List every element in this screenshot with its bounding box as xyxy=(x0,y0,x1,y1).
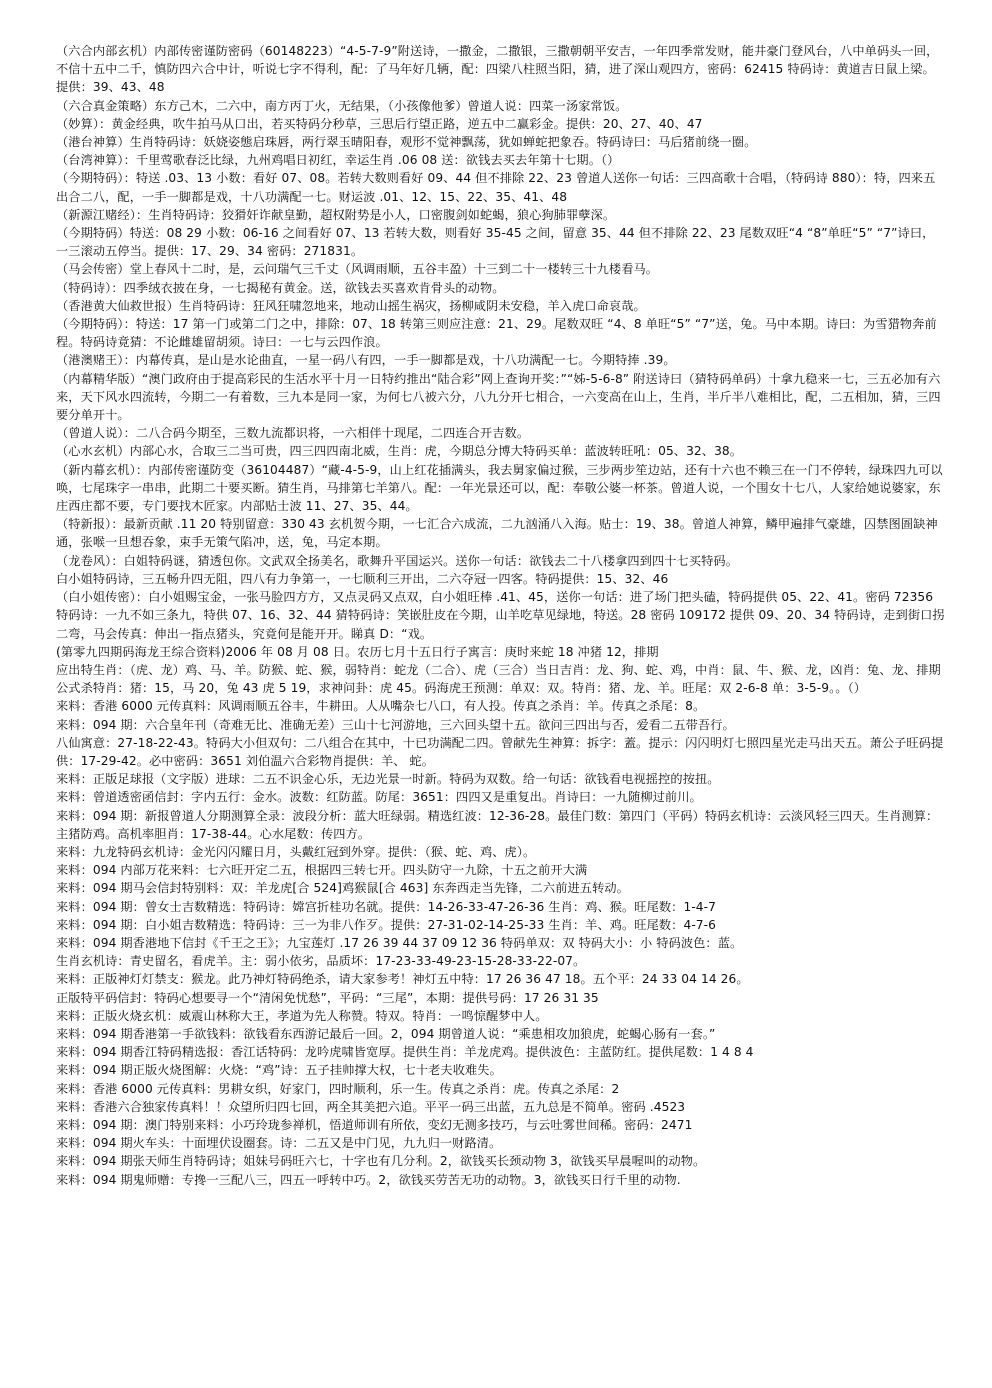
text-line: 来料：094 期：曾女士吉数精选：特码诗：嫦宫折桂功名就。提供：14-26-33-47-26-36 生肖：鸡、猴。旺尾数：1-4-7 xyxy=(56,899,717,914)
text-line: 来料：094 期：新报曾道人分期测算全录：波段分析：蓝大旺绿弱。精选红波：12-36-28。最佳门数：第四门（平码）特码玄机诗：云淡风轻三四天。生肖测算：主猪防鸡。高机率胆肖：17-38-44。心水尾数：传四方。 xyxy=(56,808,939,841)
text-line: （今期特码）特送：08 29 小数：06-16 之间看好 07、13 若转大数，则看好 35-45 之间，留意 35、44 但不排除 22、23 尾数双旺“4 “8”单旺“5” “7”诗曰，一三滚动五停当。提供：17、29、34 密码：271831。 xyxy=(56,226,935,259)
text-line: 来料：094 内部万花来料：七六旺开定二五，根据四三转七开。四头防守一九除，十五之前开大满 xyxy=(56,863,588,878)
text-line: （心水玄机）内部心水，合取三二当可贵，四三四四南北威，生肖：虎，今期总分博大特码买单：蓝波转旺吼：05、32、38。 xyxy=(56,444,743,459)
text-line: 来料：香港六合独家传真料！！众望所归四七回，两全其美把六追。平平一码三出蓝，五九总是不简单。密码 .4523 xyxy=(56,1099,686,1114)
text-line: 来料：香港 6000 元传真料：风调雨顺五谷丰，牛耕田。人从嘴杂七八口，有人投。传真之杀肖：羊。传真之杀尾：8。 xyxy=(56,699,706,714)
text-line: （今期特码）：特送：17 第一门或第二门之中，排除：07、18 转第三则应注意：21、29。尾数双旺 “4、8 单旺“5” “7”送，兔。马中本期。诗曰：为雪猎物奔前程。特码诗竟猜：不论雌雄留胡须。诗曰：一七与云四作浪。 xyxy=(56,317,937,350)
text-line: 来料：094 期：澳门特别来料：小巧玲珑参禅机，悟道师训有所依，变幻无测多技巧，与云吐雾世间稀。密码：2471 xyxy=(56,1117,693,1132)
text-line: （新源江赌经）：生肖特码诗：狡猾奸诈献皇勤，超权附势是小人，口密腹剑如蛇蝎，狼心狗肺罪孽深。 xyxy=(56,207,616,222)
text-line: （港澳赌王）：内幕传真，是山是水论曲直，一星一码八有四，一手一脚都是戏，十八功满配一七。今期特捧 .39。 xyxy=(56,353,676,368)
text-line: 来料：094 期正版火烧图解：火烧：“鸡”诗：五子挂帅撑大权，七十老夫收难失。 xyxy=(56,1063,502,1078)
text-line: 来料：曾道透密函信封：字内五行：金水。波数：红防蓝。防尾：3651：四四又是重复出。肖诗曰：一九随柳过前川。 xyxy=(56,790,702,805)
text-line: 来料：正版足球报（文字版）进球：二五不识金心乐，无边光景一时新。特码为双数。给一句话：欲钱看电视摇控的按扭。 xyxy=(56,772,720,787)
text-line: (第零九四期码海龙王综合资料)2006 年 08 月 08 日。农历七月十五日行子寓言：庚时来蛇 18 冲猪 12，排期 xyxy=(56,644,659,659)
text-line: （龙卷风）：白姐特码谜，猜透包你。文武双全扬美名，歌舞升平国运兴。送你一句话：欲钱去二十八楼拿四到四十七买特码。 xyxy=(56,553,738,568)
text-line: （香港黄大仙救世报）生肖特码诗：狂风狂啸忽地来，地动山摇生祸灾，扬柳咸阴未安稳，羊入虎口命哀哉。 xyxy=(56,298,646,313)
text-line: 八仙寓意：27-18-22-43。特码大小但双句：二八组合在其中，十已功满配二四。曾献先生神算：拆字：蓋。提示：闪闪明灯七照四星光走马出天五。萧公子旺码提供：17-29-42。必中密码：3651 刘伯温六合彩物肖提供：羊、 蛇。 xyxy=(56,735,944,768)
text-line: （新内幕玄机）：内部传密谨防变（36104487）“藏-4-5-9，山上红花插满头，我去舅家偏过猴，三步两步笙边站，还有十六也不赖三在一门不停转，绿珠四九可以唤，七尾珠字一串串，此期二十要买断。猜生肖，马排第七羊第八。配：一年光景还可以，配：奉敬公婆一杯茶。曾道人说，一个围女十七八，人家给她说婆家，东庄西庄都不要，专门要找木匠家。内部贴士波 11、27、35、44。 xyxy=(56,462,943,514)
text-line: 来料：正版火烧玄机：威震山林称大王，孝道为先人称赞。特双。特肖：一鸣惊醒梦中人。 xyxy=(56,1008,548,1023)
text-line: 来料：094 期鬼师赠：专搀一三配八三，四五一呼转中巧。2，欲钱买劳苦无功的动物。3，欲钱买日行千里的动物. xyxy=(56,1172,681,1187)
text-line: （今期特码）：特送 .03、13 小数：看好 07、08。若转大数则看好 09、44 但不排除 22、23 曾道人送你一句话：三四高歌十合唱，（特码诗 880）：特，四来五出合二八，配，一手一脚都是戏，十八功满配一七。财运波 .01、12、15、22、35、41、48 xyxy=(56,171,936,204)
text-line: 来料：094 期马会信封特别料：双：羊龙虎[合 524]鸡猴鼠[合 463] 东奔西走当先锋，二六前进五转动。 xyxy=(56,881,629,896)
text-line: （内幕精华版）“澳门政府由于提高彩民的生活水平十月一日特约推出“陆合彩”网上查询开奖：”“姊-5-6-8” 附送诗曰（猜特码单码）十拿九稳来一七，三五必加有六来，天下风水四流转，今期二一有着数，三九本是同一家，为何七八被六分，八九分开七相合，一六变高在山上，生肖，半斤半八难相比，配，二五相加，猜，三四要分单开十。 xyxy=(56,371,941,423)
text-line: （台湾神算）：千里莺歌春泛比绿，九州鸡唱日初红，幸运生肖 .06 08 送：欲钱去买去年第十七期。（） xyxy=(56,153,620,168)
text-line: （六合内部玄机）内部传密谨防密码（60148223）“4-5-7-9”附送诗，一撒金，二撒银，三撒朝朝平安吉，一年四季常发财，能井豪门登风台，八中单码头一回，不信十五中二千，慎防四六合中计，听说七字不得利，配：了马年好几辆，配：四梁八柱照当阳，猜，进了深山观四方，密码：62415 特码诗：黄道吉日鼠上梁。提供：39、43、48 xyxy=(56,44,939,95)
text-line: 来料：九龙特码玄机诗：金光闪闪耀日月，头戴红冠到外穿。提供：（猴、蛇、鸡、虎）。 xyxy=(56,844,536,859)
text-line: （曾道人说）：二八合码今期至，三数九流都识将，一六相伴十现尾，二四连合开吉数。 xyxy=(56,426,530,441)
text-line: （特新报）：最新贡献 .11 20 特别留意：330 43 玄机贺今期，一七汇合六成流，二九汹涌八入海。贴士：19、38。曾道人神算，鳞甲遍排气豪雄，囚禁图圄缺神通，张喉一旦想吞象，束手无策气陷冲，送，兔，马定本期。 xyxy=(56,517,938,550)
text-line: 生肖玄机诗：青史留名，看虎羊。主：弱小依劣，品质坏：17-23-33-49-23-15-28-33-22-07。 xyxy=(56,954,586,969)
text-line: 来料：094 期：六合皇年刊（奇难无比、准确无差）三山十七河游地，三六回头望十五。欲问三四出与否，爱看二五带吾行。 xyxy=(56,717,735,732)
text-line: 来料：094 期张天师生肖特码诗；姐妹号码旺六七，十字也有几分利。2，欲钱买长颈动物 3，欲钱买早晨喔叫的动物。 xyxy=(56,1154,706,1169)
text-line: （六合真金策略）东方己木，二六中，南方丙丁火，无结果，（小孩像他爹）曾道人说：四菜一汤家常饭。 xyxy=(56,98,628,113)
text-line: 来料：094 期火车头：十面埋伏设圈套。诗：二五又是中门见，九九归一财路清。 xyxy=(56,1136,502,1151)
text-line: （白小姐传密）：白小姐赐宝金，一张马脸四方方，又点灵码又点双，白小姐旺棒 .41、45，送你一句话：进了场门把头磕，特码提供 05、22、41。密码 72356 特码诗：一九不如三条九，特供 07、16、32、44 猜特码诗：笑嵌肚皮在今期，山羊吃草见绿地，特送。28 密码 109172 提供 09、20、34 特码诗，走到街口拐二弯，马会传真：伸出一指点猪头，究竟何是能开开。睇真 D：“戏。 xyxy=(56,590,945,641)
text-line: 应出特生肖：（虎、龙）鸡、马、羊。防猴、蛇、猴，弱特肖：蛇龙（二合）、虎（三合）当日吉肖：龙、狗、蛇、鸡，中肖：鼠、牛、猴、龙，凶肖：兔、龙、排期公式杀特肖：猪：15，马 20，兔 43 虎 5 19，求神问卦：虎 45。码海虎王预测：单双：双。特肖：猪、龙、羊。旺尾：双 2-6-8 单：3-5-9。。（） xyxy=(56,662,941,696)
text-line: 来料：香港 6000 元传真料：男耕女织，好家门，四时顺利，乐一生。传真之杀肖：虎。传真之杀尾：2 xyxy=(56,1081,620,1096)
text-line: （妙算）：黄金经典，吹牛拍马从口出，若买特码分秒草，三思后行望正路，逆五中二赢彩金。提供：20、27、40、47 xyxy=(56,116,703,131)
text-line: （港台神算）生肖特码诗：妖娆姿態启珠唇，两行翠玉晴阳春，观形不觉神飘荡，犹如蝉蛇把象吞。特码诗曰：马后猪前绕一圈。 xyxy=(56,135,757,150)
text-line: 来料：正版神灯灯禁支：猴龙。此乃神灯特码绝杀，请大家参考！神灯五中特：17 26 36 47 18。五个平：24 33 04 14 26。 xyxy=(56,972,749,987)
document-page xyxy=(56,42,946,1352)
text-line: （马会传密）堂上春风十二时，是，云问瑞气三千丈（风调雨顺，五谷丰盈）十三到二十一楼转三十九楼看马。 xyxy=(56,262,659,277)
text-line: 来料：094 期香江特码精选报：香江话特码：龙吟虎啸皆宽厚。提供生肖：羊龙虎鸡。提供波色：主蓝防红。提供尾数：1 4 8 4 xyxy=(56,1045,754,1060)
text-line: 正版特平码信封：特码心想要寻一个“清闲免忧愁”，平码：“三尾”，本期：提供号码：17 26 31 35 xyxy=(56,990,599,1005)
text-line: 来料：094 期：白小姐吉数精选：特码诗：三一为非八作歹。提供：27-31-02-14-25-33 生肖：羊、鸡。旺尾数：4-7-6 xyxy=(56,917,717,932)
text-line: （特码诗）：四季绒衣披在身，一七揭秘有黄金。送，欲钱去买喜欢肯骨头的动物。 xyxy=(56,280,505,295)
text-line: 白小姐特码诗，三五畅升四无阻，四八有力争第一，一七顺利三开出，二六夺冠一四客。特码提供：15、32、46 xyxy=(56,571,669,586)
text-line: 来料：094 期香港第一手欲钱料：欲钱看东西游记最后一回。2，094 期曾道人说：“乘患相攻加狼虎，蛇蝎心肠有一套。” xyxy=(56,1026,716,1041)
text-line: 来料：094 期香港地下信封《千王之王》；九宝莲灯 .17 26 39 44 37 09 12 36 特码单双：双 特码大小：小 特码波色：蓝。 xyxy=(56,935,743,950)
